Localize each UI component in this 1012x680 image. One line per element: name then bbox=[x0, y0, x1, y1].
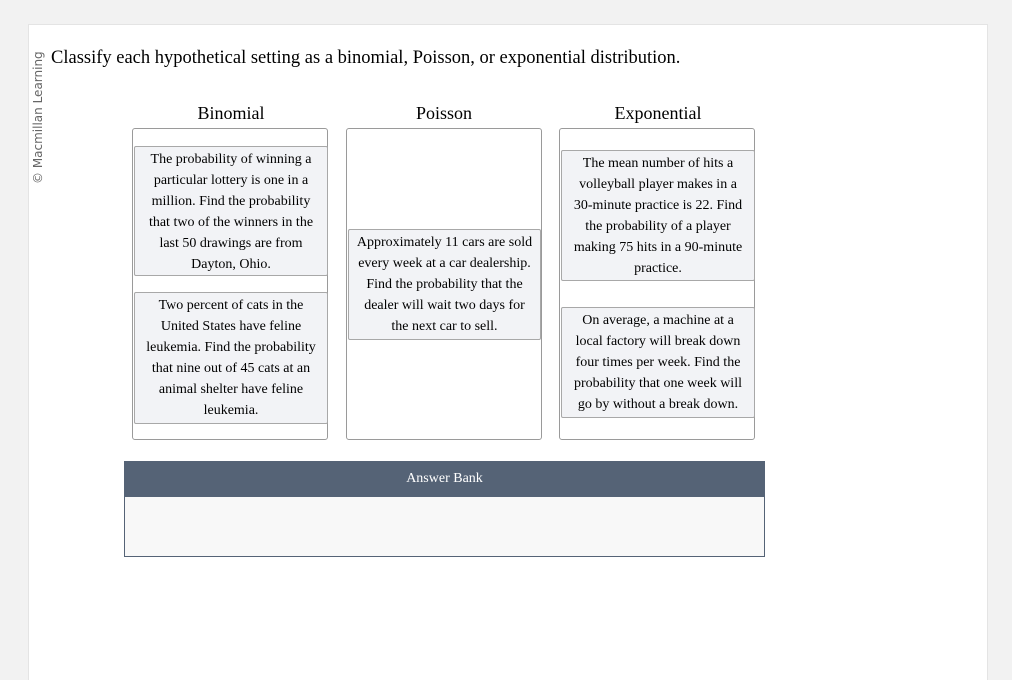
draggable-card-feline-leukemia[interactable]: Two percent of cats in the United States have feline leukemia. Find the probability that nine out of 45 cats at an animal shelter have feline leukemia. bbox=[134, 292, 328, 424]
draggable-card-volleyball[interactable]: The mean number of hits a volleyball player makes in a 30-minute practice is 22. Find the probability of a player making 75 hits in a 90-minute practice. bbox=[561, 150, 755, 281]
draggable-card-machine-breakdown[interactable]: On average, a machine at a local factory will break down four times per week. Find the probability that one week will go by without a break down. bbox=[561, 307, 755, 418]
answer-bank-header: Answer Bank bbox=[124, 461, 765, 497]
copyright-text: © Macmillan Learning bbox=[31, 51, 45, 184]
draggable-card-car-dealership[interactable]: Approximately 11 cars are sold every week at a car dealership. Find the probability that the dealer will wait two days for the next car to sell. bbox=[348, 229, 541, 340]
exponential-column-title: Exponential bbox=[614, 103, 702, 123]
poisson-column-title: Poisson bbox=[415, 103, 473, 123]
answer-bank-area[interactable] bbox=[124, 497, 765, 557]
question-text: Classify each hypothetical setting as a binomial, Poisson, or exponential distribution. bbox=[51, 48, 681, 68]
draggable-card-lottery[interactable]: The probability of winning a particular lottery is one in a million. Find the probability that two of the winners in the last 50 drawings are from Dayton, Ohio. bbox=[134, 146, 328, 276]
copyright-notice bbox=[31, 48, 47, 188]
binomial-column-title: Binomial bbox=[197, 103, 265, 123]
